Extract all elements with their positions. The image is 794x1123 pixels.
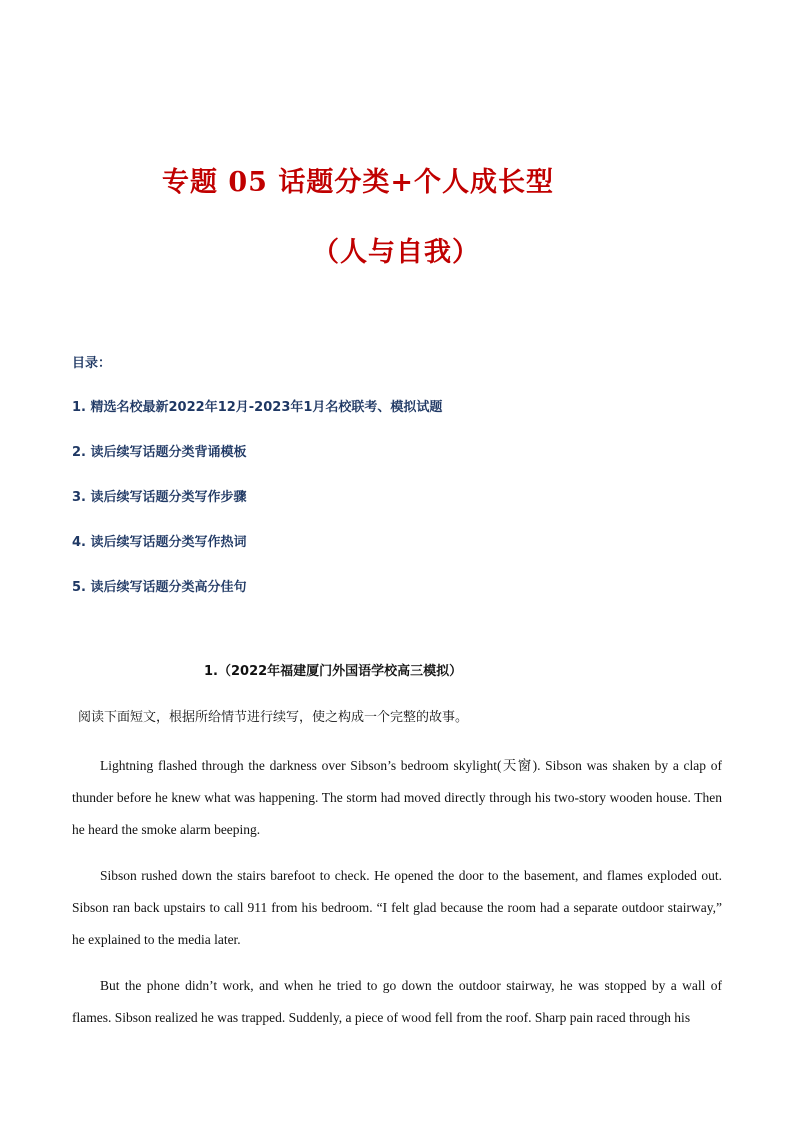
passage-paragraph: But the phone didn’t work, and when he tried to go down the outdoor stairway, he was stopped by a wall of flames. Sibson realized he was trapped. Suddenly, a piece of wood fell from the roof. Sharp pain raced through his — [72, 978, 722, 1025]
toc-item-2: 2. 读后续写话题分类背诵模板 — [72, 445, 247, 460]
toc-item-5: 5. 读后续写话题分类高分佳句 — [72, 580, 247, 595]
toc-item-4: 4. 读后续写话题分类写作热词 — [72, 535, 247, 550]
passage-paragraph: Sibson rushed down the stairs barefoot to check. He opened the door to the basement, and flames exploded out. Sibson ran back upstairs to call 911 from his bedroom. “I felt glad because the room had a separate outdoor stairway,” he explained to the media later. — [72, 868, 722, 947]
toc-heading: 目录： — [72, 356, 112, 371]
passage-paragraph: Lightning flashed through the darkness over Sibson’s bedroom skylight(天窗). Sibson was shaken by a clap of thunder before he knew what was happening. The storm had moved directly through his two-story wooden house. Then he heard the smoke alarm beeping. — [72, 758, 722, 837]
toc-item-1: 1. 精选名校最新2022年12月-2023年1月名校联考、模拟试题 — [72, 400, 443, 415]
reading-passage — [72, 750, 722, 1048]
document-title: 专题 05 话题分类+个人成长型 — [162, 167, 554, 198]
question-heading: 1.（2022年福建厦门外国语学校高三模拟） — [204, 664, 463, 679]
toc-item-3: 3. 读后续写话题分类写作步骤 — [72, 490, 247, 505]
document-subtitle: （人与自我） — [312, 237, 480, 268]
table-of-contents — [72, 396, 442, 621]
question-instruction: 阅读下面短文，根据所给情节进行续写，使之构成一个完整的故事。 — [78, 710, 469, 725]
